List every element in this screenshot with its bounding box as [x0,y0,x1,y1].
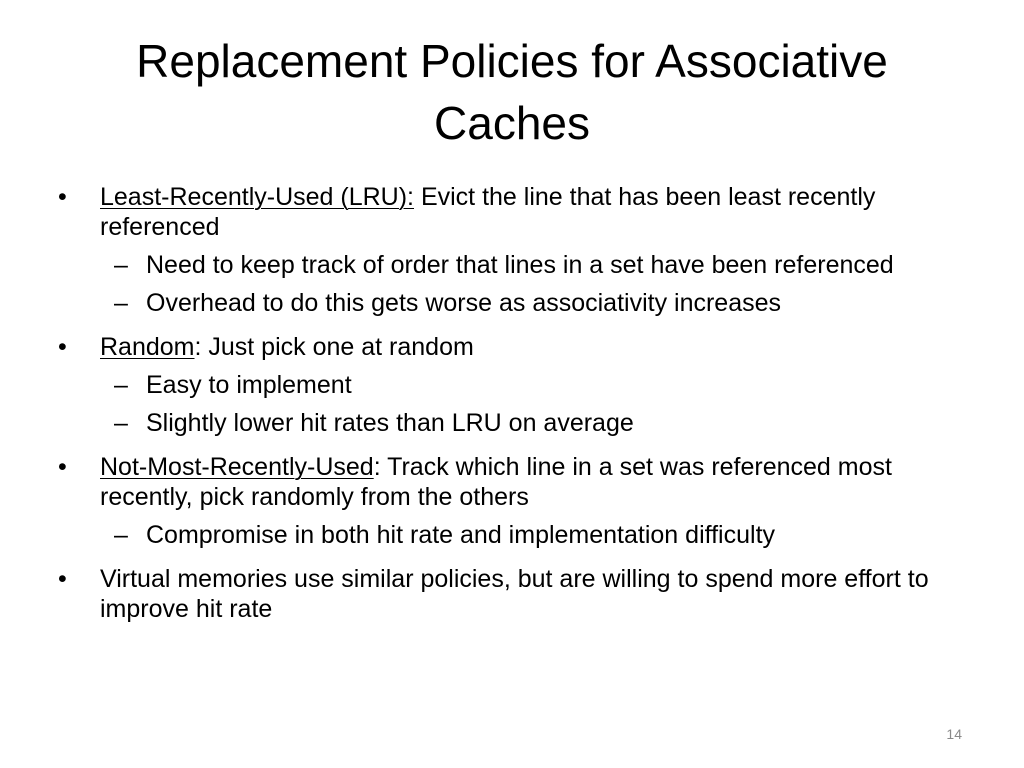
bullet-item-virtual-memory [58,564,968,624]
bullet-body [100,332,968,438]
bullet-text: : Track which line in a set was referenced most recently, pick randomly from the others [100,453,892,511]
sub-bullet-item [114,288,968,318]
sub-bullet-text: Easy to implement [146,371,352,399]
sub-bullet-marker: – [114,371,128,399]
bullet-item-nmru [58,452,968,550]
sub-bullet-marker: – [114,521,128,549]
sub-bullet-text: Need to keep track of order that lines in a set have been referenced [146,251,894,279]
bullet-term: Not-Most-Recently-Used [100,453,374,481]
bullet-body [100,452,968,550]
sub-bullet-item [114,520,968,550]
bullet-marker: • [58,453,67,481]
bullet-marker: • [58,183,67,211]
bullet-marker: • [58,333,67,361]
bullet-text: Evict the line that has been least recently referenced [100,183,876,241]
sub-bullet-item [114,250,968,280]
bullet-item-lru [58,182,968,318]
sub-bullet-item [114,408,968,438]
bullet-body [100,182,968,318]
bullet-term: Least-Recently-Used (LRU): [100,183,414,211]
bullet-list [58,182,968,638]
bullet-text: : Just pick one at random [194,333,474,361]
bullet-body [100,564,968,624]
bullet-item-random [58,332,968,438]
sub-bullet-text: Slightly lower hit rates than LRU on average [146,409,634,437]
bullet-text: Virtual memories use similar policies, but are willing to spend more effort to improve hit rate [100,565,929,623]
sub-bullet-text: Overhead to do this gets worse as associativity increases [146,289,782,317]
page-number: 14 [946,726,962,742]
sub-bullet-item [114,370,968,400]
sub-bullet-marker: – [114,251,128,279]
sub-bullet-marker: – [114,289,128,317]
sub-bullet-marker: – [114,409,128,437]
sub-bullet-text: Compromise in both hit rate and implementation difficulty [146,521,776,549]
bullet-term: Random [100,333,195,361]
slide-title: Replacement Policies for Associative Caches [136,35,888,149]
bullet-marker: • [58,565,67,593]
